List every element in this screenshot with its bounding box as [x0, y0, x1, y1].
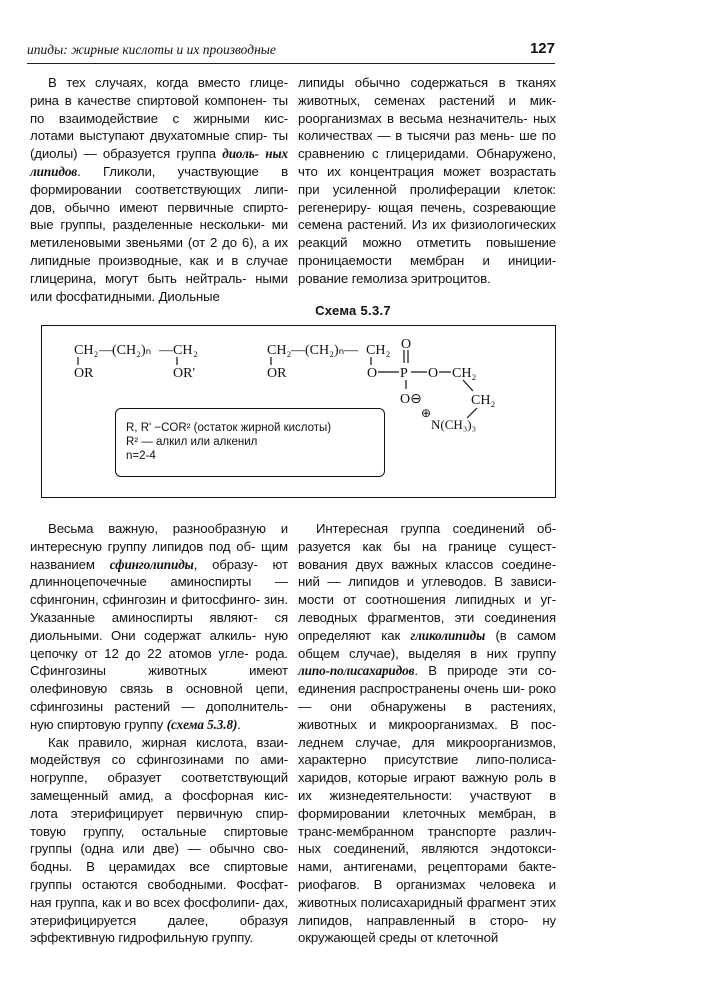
column-right-top [298, 74, 556, 288]
paragraph: липиды обычно содержаться в тканях животных, семенах растений и мик- роорганизмах в весьма незначитель- ных количествах — в тысячи раз мень- ше по сравнению с глицеридами. Обнаружено, что их концентрация может возрастать при усиленной пролиферации клеток: регенериру- ющая печень, созревающие семена растений. Из их физиологических реакций можно отметить повышение проницаемости мембран и иниции- рование гемолиза эритроцитов. [298, 75, 556, 286]
legend-line: n=2-4 [126, 450, 156, 462]
term-sphingolipids: сфинголипиды [109, 556, 194, 572]
paragraph: Как правило, жирная кислота, взаи- модействуя со сфингозинами по ами- ногруппе, образует соответствующий замещенный амид, а фосфорная кис- лота этерифицирует первичную спир- товую группу, остальные спиртовые группы (одна или две) — обычно сво- бодны. В церамидах все спиртовые группы остаются свободными. Фосфат- ная группа, как и во всех фосфолипи- дах, этерифицируется далее, образуя эффективную гидрофильную группу. [30, 734, 288, 946]
s1-bond1: — [99, 343, 113, 358]
paragraph: В тех случаях, когда вместо глице- рина в качестве спиртовой компонен- ты по взаимодействие с жирными кис- лотами выступают двухатомные спир- ты (диолы) — образуется группа диоль- ных липидов. Гликоли, участвующие в формировании соответствующих липи- дов, обычно имеют первичные спирто- вые группы, разделенные нескольки- ми метиленовыми звеньями (от 2 до 6), а их липидные производные, как и в случае глицерина, могут быть нейтраль- ными или фосфатидными. Диольные [30, 75, 288, 304]
column-right-bottom [298, 520, 556, 947]
header-rule [27, 63, 555, 64]
s2-phosphorus: P [400, 366, 408, 381]
term-lps: липо-полисахаридов [298, 663, 415, 679]
scheme-legend [115, 408, 385, 477]
s2-n-group: N(CH₃)₃ [431, 417, 477, 432]
column-left-bottom [30, 520, 288, 947]
s2-n-plus: ⊕ [421, 406, 432, 420]
s1-or-left: OR [74, 366, 94, 381]
s2-ch2-right: CH₂ [452, 366, 477, 381]
paragraph: Интересная группа соединений об- разуется как бы на границе сущест- вования двух важных классов соедине- ний — липидов и углеводов. В зависи- мости от соотношения липидных и уг- леводных фрагментов, эти соединения определяют как гликолипиды (в самом общем случае), выделяя в них группу липо-полисахаридов. В природе эти со- единения распространены очень ши- роко — они обнаружены в растениях, животных и микроорганизмах. В пос- леднем случае, для микроорганизмов, характерно присутствие липо-полиса- харидов, которые играют важную роль в их жизнедеятельности: участвуют в формировании клеточных мембран, в транс-мембранном транспорте различ- ных соединений, являются эндотокси- нами, антигенами, рецепторами бакте- риофагов. В организмах человека и животных полисахаридный фрагмент этих липидов, направленный в сторо- ну окружающей среды от клеточной [298, 521, 556, 946]
s2-o-top: O [401, 337, 412, 352]
s2-or-left: OR [267, 366, 287, 381]
legend-line: R, R' −COR² (остаток жирной кислоты) [126, 422, 332, 434]
page-number: 127 [529, 40, 555, 57]
s1-or-right: OR' [173, 366, 195, 381]
s1-ch2-sub: ₂ [193, 343, 198, 358]
s2-o-minus: O⊖ [400, 392, 422, 407]
running-header [27, 40, 555, 62]
paragraph: Весьма важную, разнообразную и интересную группу липидов под об- щим названием сфинголипиды, образу- ют длинноцепочечные аминоспирты — сфингонин, сфингозин и фитосфинго- зин. Указанные аминоспирты являют- ся диольными. Они содержат алкиль- ную цепочку от 12 до 22 атомов угле- рода. Сфингозины животных имеют олефиновую связь в основной цепи, сфингозины растений — дополнитель- ную спиртовую группу (схема 5.3.8). [30, 521, 288, 732]
s1-chain: (CH₂)ₙ [112, 343, 152, 358]
s2-o-right: O [428, 366, 439, 381]
column-left-top [30, 74, 288, 305]
s2-chain: —(CH₂)ₙ— [291, 343, 359, 358]
s1-ch2-left: CH₂ [74, 343, 99, 358]
s2-ch2-left: CH₂ [267, 343, 292, 358]
s1-bond2: — [159, 343, 173, 358]
term-glycolipids: гликолипиды [410, 627, 486, 643]
legend-line: R² — алкил или алкенил [126, 436, 258, 448]
s2-ch2-mid: CH₂ [366, 343, 391, 358]
scheme-caption: Схема 5.3.7 [315, 303, 391, 318]
s2-ch2-down: CH₂ [471, 393, 496, 408]
header-title: ипиды: жирные кислоты и их производные [27, 42, 276, 57]
term-diol: диоль- [222, 146, 259, 162]
scheme-ref: (схема 5.3.8) [166, 716, 238, 732]
s2-o-left: O [367, 366, 378, 381]
s1-ch-right: CH [173, 343, 193, 358]
